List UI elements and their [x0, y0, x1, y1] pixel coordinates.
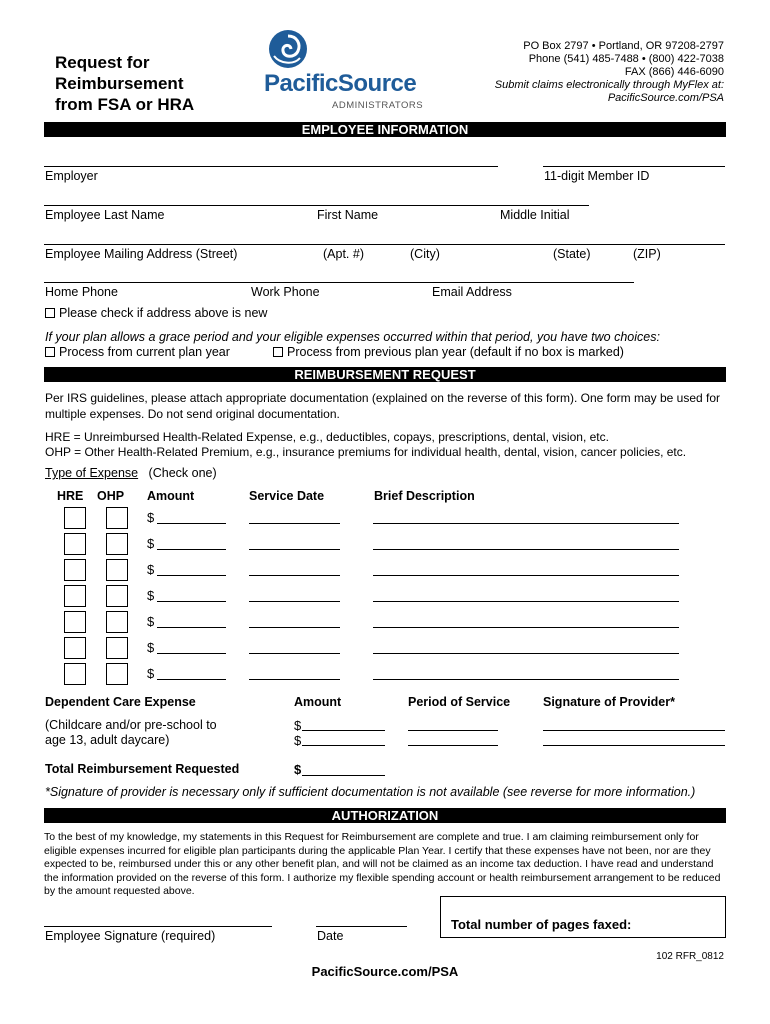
ohp-checkbox[interactable]: [106, 611, 128, 633]
hre-checkbox[interactable]: [64, 533, 86, 555]
grace-period-text: If your plan allows a grace period and your eligible expenses occurred within that period, you have two choices:: [45, 330, 660, 344]
col-brief-description: Brief Description: [374, 489, 475, 503]
ohp-checkbox[interactable]: [106, 507, 128, 529]
service-date-field[interactable]: [249, 653, 340, 654]
service-date-field[interactable]: [249, 549, 340, 550]
form-code: 102 RFR_0812: [656, 951, 724, 962]
amount-field[interactable]: [157, 627, 226, 628]
description-field[interactable]: [373, 575, 679, 576]
description-field[interactable]: [373, 549, 679, 550]
ohp-checkbox[interactable]: [106, 663, 128, 685]
dollar-sign: $: [147, 588, 155, 603]
authorization-heading: AUTHORIZATION: [44, 808, 726, 823]
amount-field[interactable]: [157, 575, 226, 576]
amount-field[interactable]: [157, 549, 226, 550]
address-field[interactable]: [44, 244, 725, 245]
col-service-date: Service Date: [249, 489, 325, 503]
employee-signature-field[interactable]: [44, 926, 272, 927]
swirl-logo-icon: [264, 28, 314, 72]
ohp-checkbox[interactable]: [106, 637, 128, 659]
amount-field[interactable]: [157, 523, 226, 524]
authorization-text: To the best of my knowledge, my statements in this Request for Reimbursement are complete and true. I am claiming reimbursement only for eligible expenses incurred for eligible plan participants during the applicable Plan Year. I certify that these expenses have not been, nor are they expected to be, reimbursed under this or any other benefit plan, and will not be claimed as an income tax deduction. I have read and understand the information provided on the reverse of this form. I authorize my flexible spending account or health reimbursement arrangement to be reduced by the amount requested above.: [44, 831, 721, 897]
zip-label: (ZIP): [633, 247, 661, 261]
hre-checkbox[interactable]: [64, 663, 86, 685]
description-field[interactable]: [373, 523, 679, 524]
dep-note-line2: age 13, adult daycare): [45, 733, 170, 747]
pages-faxed-box[interactable]: [440, 896, 726, 938]
dep-signature-field[interactable]: [543, 730, 725, 731]
grace-current-option[interactable]: Process from current plan year: [45, 345, 230, 359]
col-ohp: OHP: [97, 489, 125, 503]
pacificsource-logo: PacificSource ADMINISTRATORS: [262, 28, 430, 114]
hre-checkbox[interactable]: [64, 611, 86, 633]
total-reimbursement-label: Total Reimbursement Requested: [45, 762, 240, 776]
period-of-service-label: Period of Service: [408, 695, 511, 709]
dep-amount-field[interactable]: [302, 730, 385, 731]
dep-note-line1: (Childcare and/or pre-school to: [45, 718, 217, 732]
last-name-label: Employee Last Name: [45, 208, 165, 222]
date-label: Date: [317, 929, 344, 943]
irs-guidelines-text: Per IRS guidelines, please attach appropriate documentation (explained on the reverse of this form). One form may be used for multiple expenses. Do not send original documentation.: [45, 391, 721, 421]
footer-url[interactable]: PacificSource.com/PSA: [311, 964, 459, 979]
service-date-field[interactable]: [249, 679, 340, 680]
hre-checkbox[interactable]: [64, 585, 86, 607]
apt-label: (Apt. #): [323, 247, 364, 261]
amount-field[interactable]: [157, 679, 226, 680]
dollar-sign: $: [294, 718, 302, 733]
col-amount: Amount: [147, 489, 195, 503]
dep-period-field[interactable]: [408, 730, 498, 731]
middle-initial-label: Middle Initial: [500, 208, 570, 222]
dep-period-field[interactable]: [408, 745, 498, 746]
member-id-label: 11-digit Member ID: [544, 169, 650, 183]
ohp-checkbox[interactable]: [106, 585, 128, 607]
service-date-field[interactable]: [249, 575, 340, 576]
hre-definition: HRE = Unreimbursed Health-Related Expense, e.g., deductibles, copays, prescriptions, dental, vision, etc.: [45, 430, 609, 444]
ohp-definition: OHP = Other Health-Related Premium, e.g., insurance premiums for individual health, dental, vision, cancer policies, etc.: [45, 445, 687, 459]
employer-field[interactable]: [44, 166, 498, 167]
dollar-sign: $: [147, 536, 155, 551]
provider-signature-label: Signature of Provider*: [543, 695, 675, 709]
grace-previous-checkbox[interactable]: [273, 347, 283, 357]
total-amount-field[interactable]: [302, 775, 385, 776]
dep-amount-field[interactable]: [302, 745, 385, 746]
name-field[interactable]: [44, 205, 589, 206]
hre-checkbox[interactable]: [64, 559, 86, 581]
dollar-sign: $: [294, 762, 302, 777]
dep-signature-field[interactable]: [543, 745, 725, 746]
pages-faxed-label: Total number of pages faxed:: [451, 917, 632, 932]
dollar-sign: $: [294, 733, 302, 748]
service-date-field[interactable]: [249, 627, 340, 628]
street-label: Employee Mailing Address (Street): [45, 247, 238, 261]
service-date-field[interactable]: [249, 601, 340, 602]
dollar-sign: $: [147, 640, 155, 655]
provider-footnote: *Signature of provider is necessary only if sufficient documentation is not available (see reverse for more information.): [45, 785, 696, 799]
type-of-expense-label: Type of Expense (Check one): [45, 466, 217, 480]
address-new-option[interactable]: Please check if address above is new: [45, 306, 267, 320]
address-new-checkbox[interactable]: [45, 308, 55, 318]
ohp-checkbox[interactable]: [106, 559, 128, 581]
dollar-sign: $: [147, 510, 155, 525]
form-title: Request for Reimbursement from FSA or HRA: [55, 53, 195, 114]
first-name-label: First Name: [317, 208, 379, 222]
hre-checkbox[interactable]: [64, 637, 86, 659]
employer-label: Employer: [45, 169, 98, 183]
description-field[interactable]: [373, 601, 679, 602]
description-field[interactable]: [373, 679, 679, 680]
amount-field[interactable]: [157, 653, 226, 654]
city-label: (City): [410, 247, 440, 261]
home-phone-label: Home Phone: [45, 285, 118, 299]
dollar-sign: $: [147, 614, 155, 629]
phone-email-field[interactable]: [44, 282, 634, 283]
service-date-field[interactable]: [249, 523, 340, 524]
ohp-checkbox[interactable]: [106, 533, 128, 555]
hre-checkbox[interactable]: [64, 507, 86, 529]
contact-block: PO Box 2797 • Portland, OR 97208-2797 Phone (541) 485-7488 • (800) 422-7038 FAX (866) 446-6090 Submit claims electronically through MyFlex at: PacificSource.com/PSA: [494, 40, 724, 104]
work-phone-label: Work Phone: [251, 285, 320, 299]
dollar-sign: $: [147, 666, 155, 681]
description-field[interactable]: [373, 653, 679, 654]
email-label: Email Address: [432, 285, 512, 299]
dependent-care-label: Dependent Care Expense: [45, 695, 196, 709]
grace-previous-option[interactable]: Process from previous plan year (default if no box is marked): [273, 345, 624, 359]
date-field[interactable]: [316, 926, 407, 927]
member-id-field[interactable]: [543, 166, 725, 167]
reimbursement-heading: REIMBURSEMENT REQUEST: [44, 367, 726, 382]
employee-info-heading: EMPLOYEE INFORMATION: [44, 122, 726, 137]
dollar-sign: $: [147, 562, 155, 577]
description-field[interactable]: [373, 627, 679, 628]
col-hre: HRE: [57, 489, 84, 503]
dep-amount-label: Amount: [294, 695, 342, 709]
employee-signature-label: Employee Signature (required): [45, 929, 216, 943]
grace-current-checkbox[interactable]: [45, 347, 55, 357]
state-label: (State): [553, 247, 591, 261]
amount-field[interactable]: [157, 601, 226, 602]
